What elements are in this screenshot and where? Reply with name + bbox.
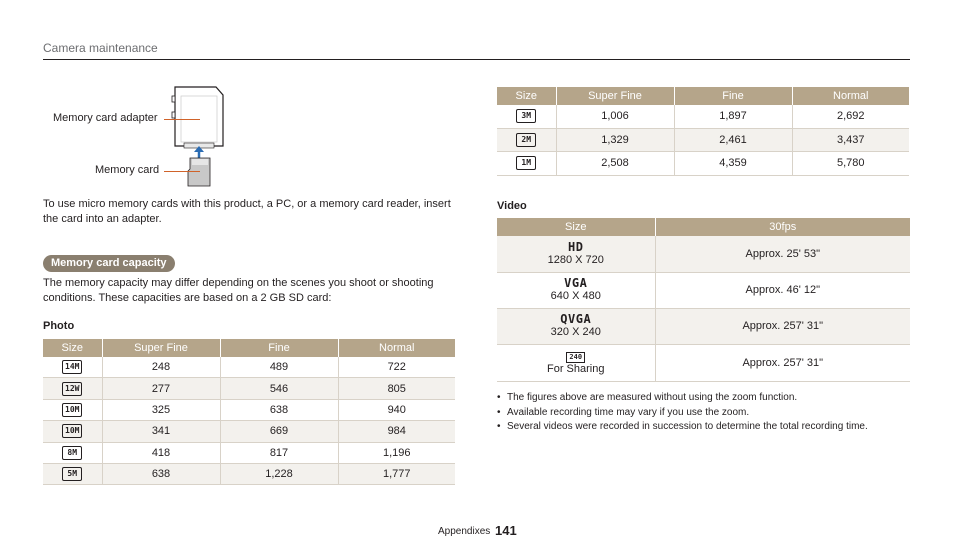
table-row [497,236,910,272]
col-header-size: Size [497,87,556,105]
recording-time-cell: Approx. 257' 31" [655,344,910,381]
super-fine-cell: 1,329 [556,128,674,152]
note-item: • Several videos were recorded in succession to determine the total recording time. [497,420,868,435]
notes-list [497,391,868,435]
super-fine-cell: 248 [102,357,220,378]
note-item: • Available recording time may vary if you use the zoom. [497,406,868,421]
super-fine-cell: 325 [102,399,220,420]
2m-size-icon: 2M [516,133,536,147]
fine-cell: 2,461 [674,128,792,152]
recording-time-cell: Approx. 46' 12" [655,272,910,308]
normal-cell: 722 [338,357,455,378]
super-fine-cell: 341 [102,421,220,442]
table-row [497,272,910,308]
fine-cell: 817 [220,442,338,463]
card-label: Memory card [95,164,160,176]
5m-size-icon: 5M [62,467,82,481]
normal-cell: 5,780 [792,152,909,176]
col-header-fine: Fine [674,87,792,105]
resolution-label: 1280 X 720 [547,253,604,266]
vga-icon: VGA [564,276,588,290]
super-fine-cell: 277 [102,378,220,399]
adapter-label: Memory card adapter [53,112,158,124]
resolution-label: For Sharing [547,362,605,375]
intro-paragraph: To use micro memory cards with this product, a PC, or a memory card reader, insert the card into an adapter. [43,198,451,225]
note-item: • The figures above are measured without using the zoom function. [497,391,868,406]
sd-adapter-icon [172,87,223,148]
table-row [497,128,909,152]
card-leader-line [164,171,200,172]
adapter-leader-line [164,119,200,120]
10m-size-icon: 10M [62,403,82,417]
table-row [43,463,455,484]
table-row [497,344,910,381]
12m-wide-size-icon: 12W [62,382,82,396]
table-row [43,421,455,442]
super-fine-cell: 2,508 [556,152,674,176]
normal-cell: 2,692 [792,105,909,128]
8m-size-icon: 8M [62,446,82,460]
col-header-fine: Fine [220,339,338,357]
table-row [43,399,455,420]
photo-heading: Photo [43,320,75,332]
table-row [43,378,455,399]
capacity-description: The memory capacity may differ depending on the scenes you shoot or shooting conditions. These capacities are based on a 2 GB SD card: [43,277,434,304]
normal-cell: 1,196 [338,442,455,463]
resolution-label: 640 X 480 [550,290,601,302]
memory-card-illustration [170,86,230,191]
normal-cell: 805 [338,378,455,399]
video-capacity-table [497,218,910,382]
table-row [497,308,910,344]
table-row [43,442,455,463]
14m-size-icon: 14M [62,360,82,374]
video-heading: Video [497,200,527,212]
recording-time-cell: Approx. 25' 53" [655,236,910,272]
col-header-size: Size [43,339,102,357]
normal-cell: 1,777 [338,463,455,484]
super-fine-cell: 1,006 [556,105,674,128]
super-fine-cell: 418 [102,442,220,463]
1m-size-icon: 1M [516,156,536,170]
section-header: Camera maintenance [43,41,158,55]
3m-size-icon: 3M [516,109,536,123]
super-fine-cell: 638 [102,463,220,484]
photo-capacity-table [43,339,455,485]
fine-cell: 1,897 [674,105,792,128]
normal-cell: 3,437 [792,128,909,152]
fine-cell: 638 [220,399,338,420]
10m-alt-size-icon: 10M [62,424,82,438]
fine-cell: 1,228 [220,463,338,484]
recording-time-cell: Approx. 257' 31" [655,308,910,344]
col-header-super-fine: Super Fine [102,339,220,357]
normal-cell: 984 [338,421,455,442]
col-header-size: Size [497,218,655,236]
capacity-heading-badge: Memory card capacity [43,255,175,272]
footer-section-label: Appendixes [438,526,491,537]
resolution-label: 320 X 240 [550,326,601,338]
fine-cell: 4,359 [674,152,792,176]
qvga-icon: QVGA [560,312,592,326]
table-row [497,105,909,128]
fine-cell: 669 [220,421,338,442]
page-number: 141 [495,523,517,538]
fine-cell: 489 [220,357,338,378]
normal-cell: 940 [338,399,455,420]
photo-capacity-table-continued [497,87,909,176]
col-header-normal: Normal [338,339,455,357]
col-header-super-fine: Super Fine [556,87,674,105]
col-header-normal: Normal [792,87,909,105]
col-header-30fps: 30fps [655,218,910,236]
sharing-icon: 240 [566,352,585,363]
fine-cell: 546 [220,378,338,399]
micro-sd-card-icon [188,158,210,186]
table-row [497,152,909,176]
table-row [43,357,455,378]
header-rule [43,59,910,60]
hd-icon: HD [568,239,584,254]
